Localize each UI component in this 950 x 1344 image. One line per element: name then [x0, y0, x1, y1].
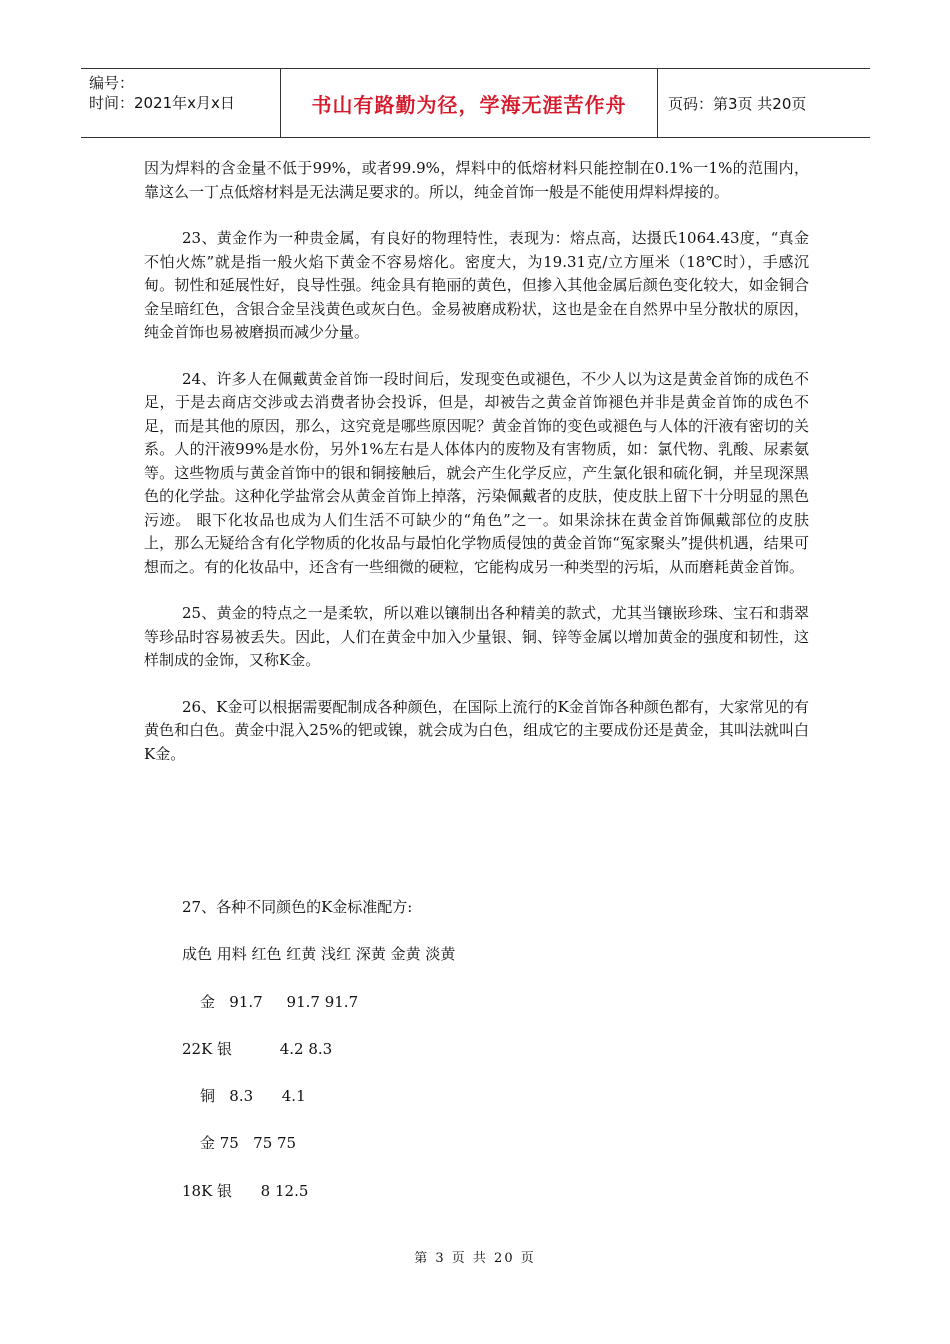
- date-label: 时间：2021年x月x日: [89, 94, 235, 112]
- paragraph-26: 26、K金可以根据需要配制成各种颜色，在国际上流行的K金首饰各种颜色都有，大家常见的有黄色和白色。黄金中混入25%的钯或镍，就会成为白色，组成它的主要成份还是黄金，其叫法就叫白K金。: [144, 697, 809, 763]
- formula-row: 金 75 75 75: [200, 1134, 297, 1152]
- page-footer: 第 3 页 共 20 页: [414, 1251, 536, 1266]
- serial-number-label: 编号：: [89, 74, 135, 92]
- formula-title: 27、各种不同颜色的K金标准配方:: [182, 898, 413, 916]
- header-page-cell: [658, 69, 870, 137]
- paragraph-23: 23、黄金作为一种贵金属，有良好的物理特性，表现为：熔点高，达摄氏1064.43度，“真金不怕火炼”就是指一般火焰下黄金不容易熔化。密度大，为19.31克/立方厘米（18℃时），手感沉甸。韧性和延展性好，良导性强。纯金具有艳丽的黄色，但掺入其他金属后颜色变化较大，如金铜合金呈暗红色，含银合金呈浅黄色或灰白色。金易被磨成粉状，这也是金在自然界中呈分散状的原因，纯金首饰也易被磨损而减少分量。: [144, 229, 809, 341]
- paragraph-continuation: 因为焊料的含金量不低于99%，或者99.9%，焊料中的低熔材料只能控制在0.1%一1%的范围内，靠这么一丁点低熔材料是无法满足要求的。所以，纯金首饰一般是不能使用焊料焊接的。: [144, 159, 809, 201]
- formula-row: 金 91.7 91.7 91.7: [200, 993, 359, 1011]
- paragraph-24: 24、许多人在佩戴黄金首饰一段时间后，发现变色或褪色，不少人以为这是黄金首饰的成色不足，于是去商店交涉或去消费者协会投诉，但是，却被告之黄金首饰褪色并非是黄金首饰的成色不足，而是其他的原因，那么，这究竟是哪些原因呢？黄金首饰的变色或褪色与人体的汗液有密切的关系。人的汗液99%是水份，另外1%左右是人体体内的废物及有害物质，如：氯代物、乳酸、尿素氨等。这些物质与黄金首饰中的银和铜接触后，就会产生化学反应，产生氯化银和硫化铜，并呈现深黑色的化学盐。这种化学盐常会从黄金首饰上掉落，污染佩戴者的皮肤，使皮肤上留下十分明显的黑色污迹。 眼下化妆品也成为人们生活不可缺少的“角色”之一。如果涂抹在黄金首饰佩戴部位的皮肤上，那么无疑给含有化学物质的化妆品与最怕化学物质侵蚀的黄金首饰“冤家聚头”提供机遇，结果可想而之。有的化妆品中，还含有一些细微的硬粒，它能构成另一种类型的污垢，从而磨耗黄金首饰。: [144, 369, 809, 576]
- header-info-cell: [81, 69, 281, 137]
- formula-row: 22K 银 4.2 8.3: [182, 1040, 333, 1058]
- formula-row: 铜 8.3 4.1: [200, 1087, 306, 1105]
- formula-row: 18K 银 8 12.5: [182, 1182, 309, 1200]
- motto-text: 书山有路勤为径，学海无涯苦作舟: [311, 92, 627, 117]
- header-motto-cell: [281, 69, 658, 137]
- document-body: [144, 157, 809, 789]
- page-number-label: 页码：第3页 共20页: [668, 94, 807, 113]
- paragraph-25: 25、黄金的特点之一是柔软，所以难以镶制出各种精美的款式，尤其当镶嵌珍珠、宝石和翡翠等珍品时容易被丢失。因此，人们在黄金中加入少量银、铜、锌等金属以增加黄金的强度和韧性，这样制成的金饰，又称K金。: [144, 604, 809, 669]
- header-table: [81, 68, 870, 138]
- formula-table-header: 成色 用料 红色 红黄 浅红 深黄 金黄 淡黄: [182, 945, 456, 963]
